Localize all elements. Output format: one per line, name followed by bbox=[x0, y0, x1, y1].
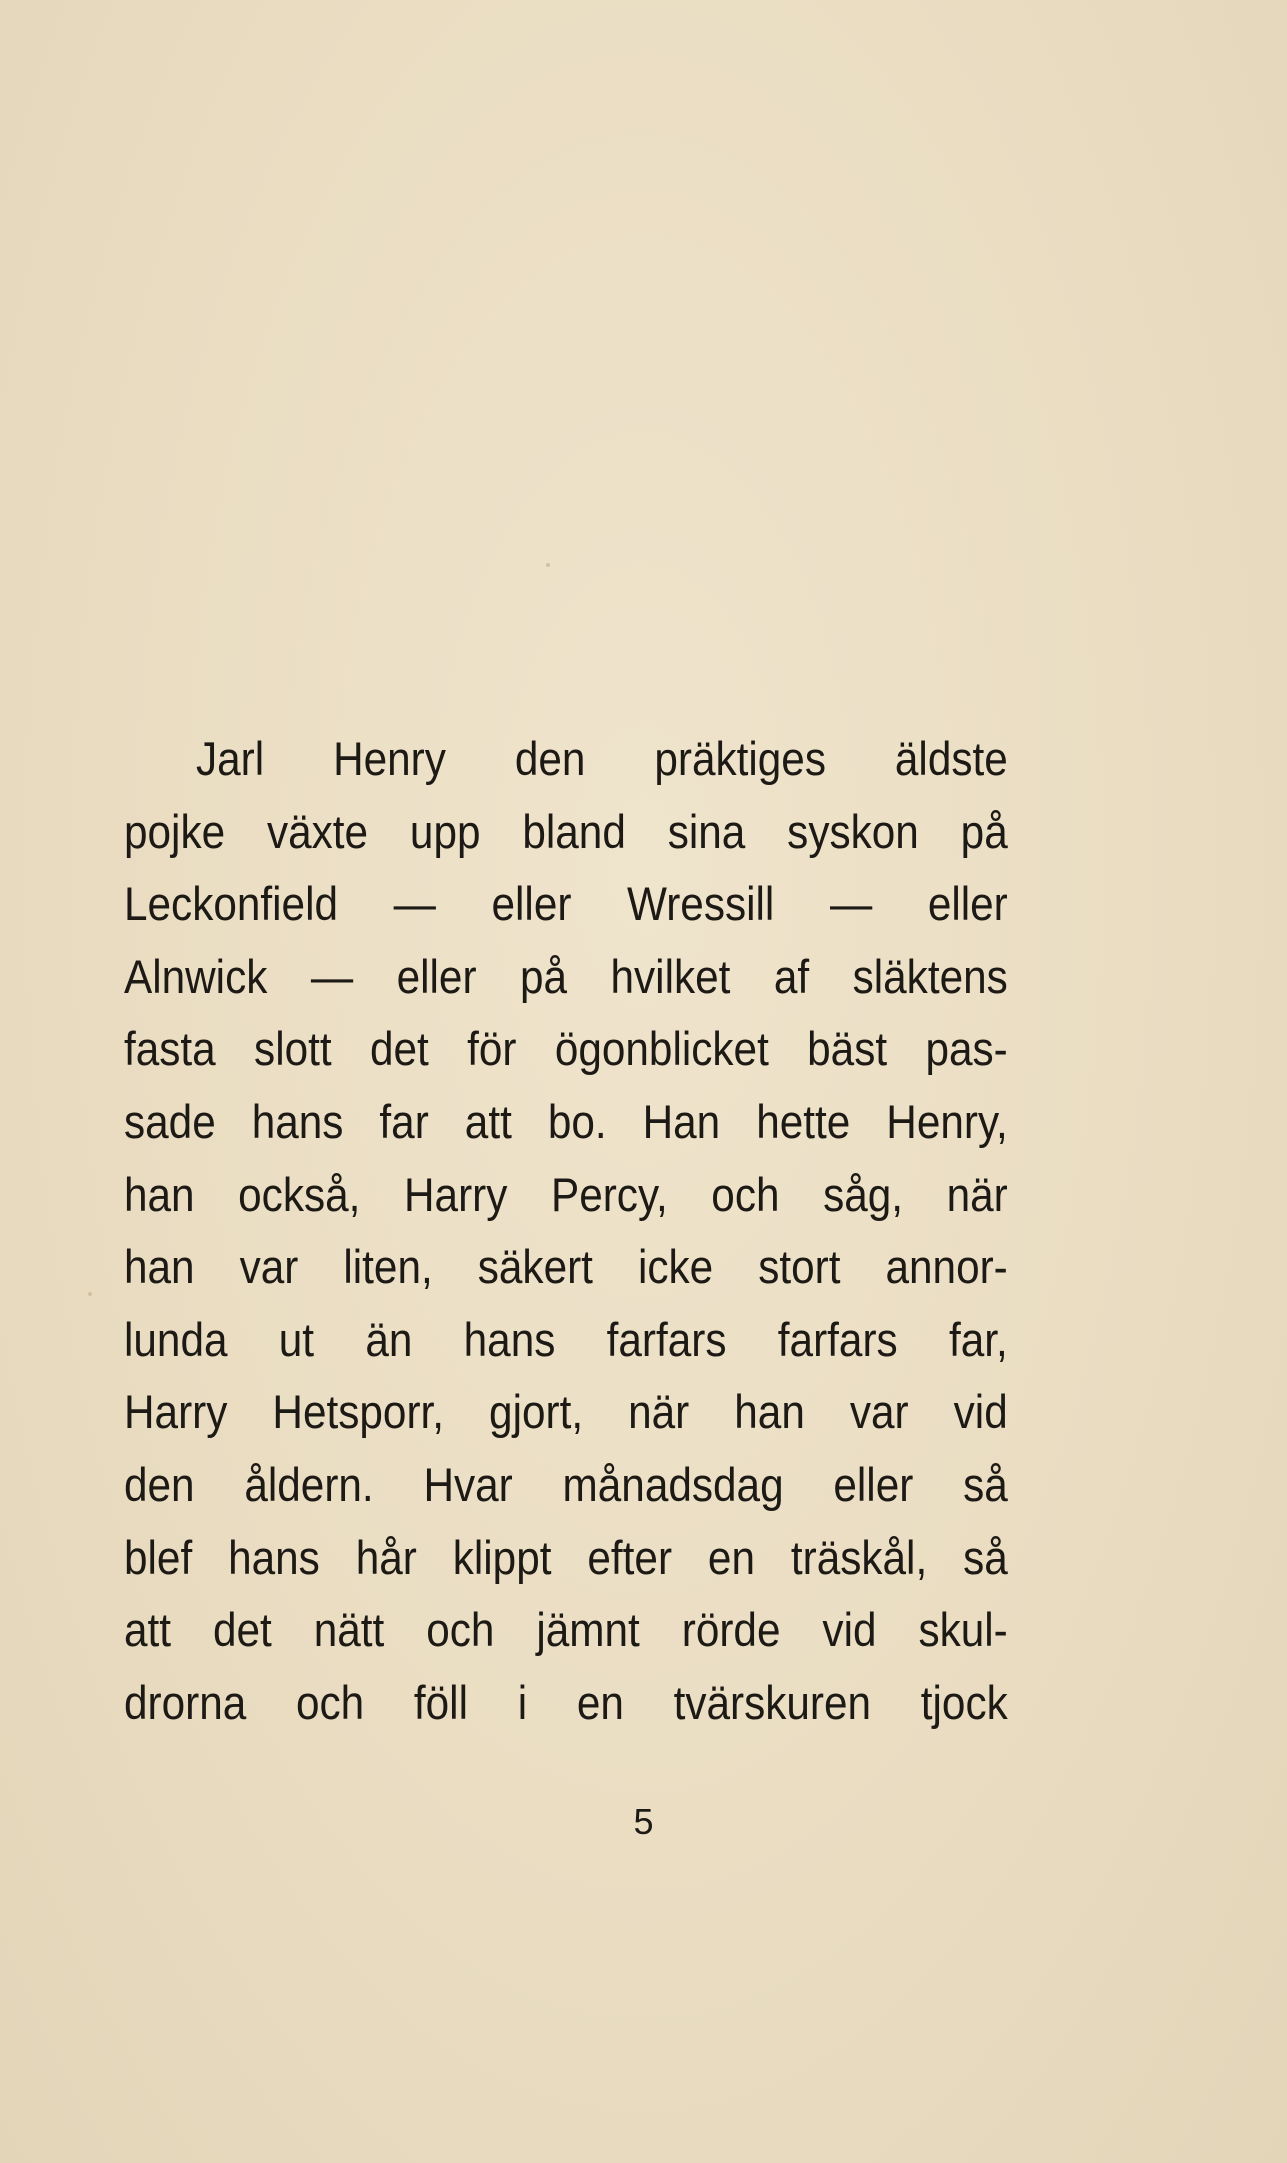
word: af bbox=[773, 949, 810, 1003]
word: klippt bbox=[452, 1530, 552, 1584]
word: äldste bbox=[894, 732, 1008, 785]
word: var bbox=[239, 1240, 299, 1294]
word: på bbox=[520, 949, 568, 1003]
word: så bbox=[963, 1530, 1008, 1584]
word: slott bbox=[254, 1022, 332, 1076]
word: släktens bbox=[852, 949, 1008, 1003]
body-paragraph bbox=[124, 723, 1008, 1739]
word: ögonblicket bbox=[554, 1022, 769, 1076]
text-line bbox=[124, 868, 1008, 941]
word: såg, bbox=[823, 1167, 904, 1221]
word: åldern. bbox=[244, 1457, 374, 1511]
page-number: 5 bbox=[633, 1801, 654, 1842]
word: hvilket bbox=[610, 949, 731, 1003]
word: vid bbox=[953, 1385, 1008, 1439]
word: annor- bbox=[885, 1240, 1008, 1294]
word: än bbox=[365, 1312, 413, 1366]
word: och bbox=[426, 1603, 495, 1657]
word: när bbox=[628, 1385, 690, 1439]
word: bäst bbox=[807, 1022, 888, 1076]
word: ut bbox=[278, 1312, 315, 1366]
word: icke bbox=[637, 1240, 714, 1294]
word: träskål, bbox=[790, 1530, 928, 1584]
word: Hetsporr, bbox=[272, 1385, 445, 1439]
word: gjort, bbox=[489, 1385, 584, 1439]
word: skul- bbox=[918, 1603, 1008, 1657]
word: det bbox=[212, 1603, 272, 1657]
word: han bbox=[124, 1240, 195, 1294]
word: bland bbox=[522, 804, 626, 858]
word: lunda bbox=[124, 1312, 228, 1366]
word: Harry bbox=[403, 1167, 508, 1221]
word: syskon bbox=[787, 804, 919, 858]
word: Hvar bbox=[423, 1457, 513, 1511]
word: präktiges bbox=[654, 732, 826, 785]
text-line bbox=[124, 723, 1008, 796]
word: en bbox=[576, 1675, 624, 1729]
word: eller bbox=[927, 877, 1008, 931]
word: Jarl bbox=[196, 732, 265, 785]
word: tvärskuren bbox=[673, 1675, 872, 1729]
word: hette bbox=[756, 1094, 851, 1148]
text-line bbox=[124, 941, 1008, 1014]
word: vid bbox=[822, 1603, 877, 1657]
word: han bbox=[734, 1385, 805, 1439]
word: bo. bbox=[547, 1094, 607, 1148]
word: föll bbox=[413, 1675, 468, 1729]
word: tjock bbox=[920, 1675, 1008, 1729]
word: så bbox=[963, 1457, 1008, 1511]
word: Wressill bbox=[627, 877, 775, 931]
word: eller bbox=[833, 1457, 914, 1511]
word: pas- bbox=[925, 1022, 1008, 1076]
word: sade bbox=[124, 1094, 216, 1148]
word: nätt bbox=[313, 1603, 385, 1657]
word: hår bbox=[355, 1530, 417, 1584]
text-line bbox=[124, 1667, 1008, 1740]
word: hans bbox=[251, 1094, 344, 1148]
text-line bbox=[124, 1231, 1008, 1304]
word: hans bbox=[463, 1312, 556, 1366]
text-line bbox=[124, 1159, 1008, 1232]
word: en bbox=[707, 1530, 755, 1584]
text-line bbox=[124, 1013, 1008, 1086]
word: rörde bbox=[681, 1603, 781, 1657]
word: — bbox=[393, 877, 436, 931]
word: farfars bbox=[606, 1312, 727, 1366]
word: eller bbox=[491, 877, 572, 931]
word: Han bbox=[642, 1094, 721, 1148]
word: far bbox=[379, 1094, 429, 1148]
word: pojke bbox=[124, 804, 226, 858]
word: den bbox=[514, 732, 586, 785]
word: Henry bbox=[333, 732, 446, 785]
paper-speck bbox=[88, 1292, 92, 1296]
text-line bbox=[124, 1522, 1008, 1595]
text-line bbox=[124, 1086, 1008, 1159]
word: eller bbox=[396, 949, 477, 1003]
word: efter bbox=[587, 1530, 673, 1584]
word: liten, bbox=[343, 1240, 433, 1294]
word: Alnwick bbox=[124, 949, 268, 1003]
word: Henry, bbox=[886, 1094, 1008, 1148]
word: farfars bbox=[777, 1312, 898, 1366]
word: och bbox=[295, 1675, 365, 1729]
word: jämnt bbox=[536, 1603, 640, 1657]
paper-speck bbox=[546, 563, 550, 567]
word: säkert bbox=[477, 1240, 593, 1294]
text-line bbox=[124, 1376, 1008, 1449]
text-line bbox=[124, 796, 1008, 869]
word: upp bbox=[409, 804, 481, 858]
word: han bbox=[124, 1167, 195, 1221]
word: — bbox=[310, 949, 354, 1003]
word: i bbox=[517, 1675, 528, 1729]
word: det bbox=[369, 1022, 429, 1076]
word: att bbox=[124, 1603, 172, 1657]
word: växte bbox=[266, 804, 369, 858]
word: — bbox=[829, 877, 873, 931]
word: hans bbox=[228, 1530, 320, 1584]
word: Percy, bbox=[550, 1167, 668, 1221]
word: på bbox=[960, 804, 1008, 858]
text-line bbox=[124, 1594, 1008, 1667]
word: var bbox=[849, 1385, 909, 1439]
word: far, bbox=[948, 1312, 1008, 1366]
word: för bbox=[467, 1022, 517, 1076]
word: när bbox=[946, 1167, 1008, 1221]
word: sina bbox=[667, 804, 746, 858]
word: fasta bbox=[124, 1022, 216, 1076]
word: stort bbox=[758, 1240, 841, 1294]
word: den bbox=[124, 1457, 195, 1511]
word: också, bbox=[238, 1167, 361, 1221]
word: drorna bbox=[124, 1675, 247, 1729]
word: månadsdag bbox=[562, 1457, 784, 1511]
word: blef bbox=[124, 1530, 193, 1584]
word: och bbox=[711, 1167, 780, 1221]
word: Leckonfield bbox=[124, 877, 339, 931]
text-line bbox=[124, 1449, 1008, 1522]
word: att bbox=[464, 1094, 512, 1148]
word: Harry bbox=[124, 1385, 228, 1439]
text-line bbox=[124, 1304, 1008, 1377]
